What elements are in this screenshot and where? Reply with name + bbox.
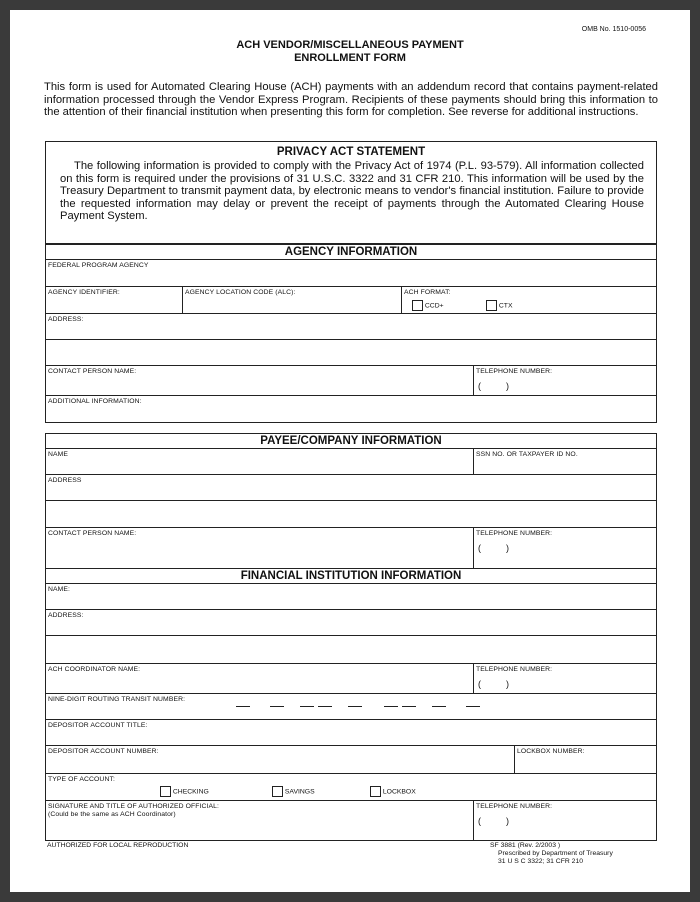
agency-address-field[interactable] [46,314,656,366]
agency-contact-row [46,366,656,396]
agency-section [45,244,657,423]
agency-telephone-label: TELEPHONE NUMBER: [476,368,553,375]
lockbox-option [370,786,416,797]
routing-digit-7 [402,706,416,707]
financial-section [45,568,657,841]
agency-location-code-label: AGENCY LOCATION CODE (ALC): [185,289,296,296]
lockbox-number-field[interactable] [514,746,656,773]
payee-contact-field[interactable] [46,528,473,569]
privacy-text: The following information is provided to comply with the Privacy Act of 1974 (P.L. 93-579). All information collected on this form is required under the provisions of 31 U.S.C. 3322 and 31 CFR 210. This information will be used by the Treasury Department to transmit payment data, by electronic means to vendor's financial institution. Failure to provide the requested information may delay or prevent the receipt of payments through the Automated Clearing House Payment System. [60,160,644,223]
routing-digit-8 [432,706,446,707]
checking-label: CHECKING [172,788,209,796]
savings-label: SAVINGS [284,788,315,796]
ach-coordinator-label: ACH COORDINATOR NAME: [48,666,141,673]
title-line-2: ENROLLMENT FORM [294,52,406,64]
federal-program-agency-label: FEDERAL PROGRAM AGENCY [48,262,149,269]
routing-digit-5 [348,706,362,707]
checking-option [160,786,209,797]
signature-title: SIGNATURE AND TITLE OF AUTHORIZED OFFICIAL: [48,803,219,810]
account-title-label: DEPOSITOR ACCOUNT TITLE: [48,722,148,729]
savings-option [272,786,315,797]
agency-contact-field[interactable] [46,366,473,395]
agency-additional-field[interactable] [46,396,656,423]
ccd-option [412,300,444,311]
routing-digit-2 [270,706,284,707]
ach-coordinator-field[interactable] [46,664,473,693]
fi-telephone-field[interactable] [473,664,656,693]
payee-contact-label: CONTACT PERSON NAME: [48,530,137,537]
ctx-option [486,300,513,311]
address-divider [46,500,656,501]
fi-name-label: NAME: [48,586,71,593]
form-title [10,39,690,65]
intro-paragraph: This form is used for Automated Clearing House (ACH) payments with an addendum record that contains payment-related information processed through the Vendor Express Program. Recipients of these payments should bring this information to the attention of their financial institution when presenting this form for completion. See reverse for additional instructions. [44,81,658,119]
omb-number: OMB No. 1510-0056 [581,26,646,33]
routing-number-label: NINE-DIGIT ROUTING TRANSIT NUMBER: [48,696,186,703]
ccd-checkbox[interactable] [412,300,423,311]
form-page [10,10,690,892]
lockbox-number-label: LOCKBOX NUMBER: [517,748,585,755]
fi-name-field[interactable] [46,584,656,610]
agency-title: AGENCY INFORMATION [46,245,656,260]
payee-address-label: ADDRESS [48,477,82,484]
signature-phone-area: ( ) [478,816,509,826]
address-divider [46,339,656,340]
ctx-label: CTX [498,302,513,310]
signature-telephone-label: TELEPHONE NUMBER: [476,803,553,810]
signature-field[interactable] [46,801,473,841]
agency-identifier-label: AGENCY IDENTIFIER: [48,289,120,296]
agency-telephone-field[interactable] [473,366,656,395]
payee-name-row [46,449,656,475]
signature-note: (Could be the same as ACH Coordinator) [48,811,176,818]
ach-format-field [401,287,656,313]
account-number-field[interactable] [46,746,514,773]
savings-checkbox[interactable] [272,786,283,797]
payee-contact-row [46,528,656,569]
address-divider [46,635,656,636]
payee-title: PAYEE/COMPANY INFORMATION [46,434,656,449]
routing-digit-3 [300,706,314,707]
fi-coordinator-row [46,664,656,694]
payee-section [45,433,657,569]
federal-program-agency-field[interactable] [46,260,656,287]
routing-digit-6 [384,706,398,707]
payee-ssn-label: SSN NO. OR TAXPAYER ID NO. [476,451,578,458]
ccd-label: CCD+ [424,302,444,310]
form-number: SF 3881 (Rev. 2/2003 ) [490,842,561,849]
payee-phone-area: ( ) [478,543,509,553]
legal-citation: 31 U S C 3322; 31 CFR 210 [498,858,584,865]
signature-label [48,803,219,819]
lockbox-label: LOCKBOX [382,788,416,796]
agency-location-code-field[interactable] [182,287,401,313]
lockbox-checkbox[interactable] [370,786,381,797]
routing-digit-1 [236,706,250,707]
checking-checkbox[interactable] [160,786,171,797]
fi-address-field[interactable] [46,610,656,664]
signature-row [46,801,656,841]
account-type-label: TYPE OF ACCOUNT: [48,776,115,783]
privacy-title: PRIVACY ACT STATEMENT [276,146,426,158]
form-footer-info [490,842,613,866]
account-title-field[interactable] [46,720,656,746]
fi-phone-area: ( ) [478,679,509,689]
payee-ssn-field[interactable] [473,449,656,474]
agency-phone-area: ( ) [478,381,509,391]
account-number-row [46,746,656,774]
account-number-label: DEPOSITOR ACCOUNT NUMBER: [48,748,159,755]
payee-name-label: NAME [48,451,69,458]
agency-address-label: ADDRESS: [48,316,84,323]
agency-identifier-field[interactable] [46,287,182,313]
agency-id-row [46,287,656,314]
privacy-act-box [45,141,657,244]
payee-name-field[interactable] [46,449,473,474]
fi-telephone-label: TELEPHONE NUMBER: [476,666,553,673]
ach-format-label: ACH FORMAT: [404,289,451,296]
fi-address-label: ADDRESS: [48,612,84,619]
financial-title: FINANCIAL INSTITUTION INFORMATION [46,569,656,584]
payee-address-field[interactable] [46,475,656,528]
payee-telephone-field[interactable] [473,528,656,569]
agency-contact-label: CONTACT PERSON NAME: [48,368,137,375]
payee-telephone-label: TELEPHONE NUMBER: [476,530,553,537]
routing-number-field[interactable] [46,694,656,720]
title-line-1: ACH VENDOR/MISCELLANEOUS PAYMENT [236,39,464,51]
routing-digit-9 [466,706,480,707]
agency-additional-label: ADDITIONAL INFORMATION: [48,398,142,405]
ctx-checkbox[interactable] [486,300,497,311]
signature-telephone-field[interactable] [473,801,656,841]
routing-digit-4 [318,706,332,707]
account-type-row [46,774,656,801]
authorized-reproduction: AUTHORIZED FOR LOCAL REPRODUCTION [47,842,189,849]
prescribed-by: Prescribed by Department of Treasury [498,850,613,857]
